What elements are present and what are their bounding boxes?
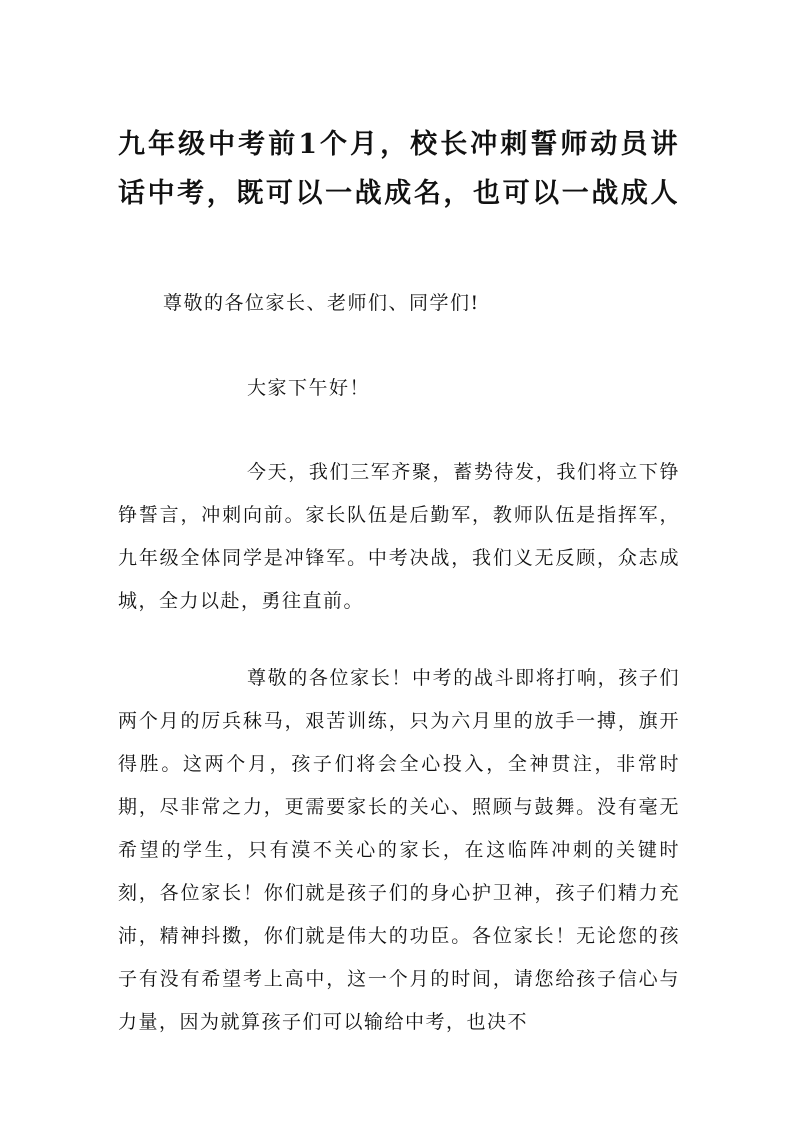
paragraph-2: 尊敬的各位家长！中考的战斗即将打响，孩子们两个月的厉兵秣马，艰苦训练，只为六月里的放手一搏，旗开得胜。这两个月，孩子们将会全心投入，全神贯注，非常时期，尽非常之力，更需要家长的关心、照顾与鼓舞。没有毫无希望的学生，只有漠不关心的家长，在这临阵冲刺的关键时刻，各位家长！你们就是孩子们的身心护卫神，孩子们精力充沛，精神抖擞，你们就是伟大的功臣。各位家长！无论您的孩子有没有希望考上高中，这一个月的时间，请您给孩子信心与力量，因为就算孩子们可以输给中考，也决不 (118, 667, 680, 1033)
title-line-1: 九年级中考前1个月，校长冲刺誓师动员讲 (118, 129, 678, 160)
paragraph-1: 今天，我们三军齐聚，蓄势待发，我们将立下铮铮誓言，冲刺向前。家长队伍是后勤军，教师队伍是指挥军，九年级全体同学是冲锋军。中考决战，我们义无反顾，众志成城，全力以赴，勇往直前。 (118, 461, 680, 612)
greeting: 大家下午好！ (247, 377, 371, 399)
document-title (118, 120, 678, 218)
title-line-2: 话中考，既可以一战成名，也可以一战成人 (118, 178, 678, 209)
salutation: 尊敬的各位家长、老师们、同学们! (163, 292, 480, 314)
